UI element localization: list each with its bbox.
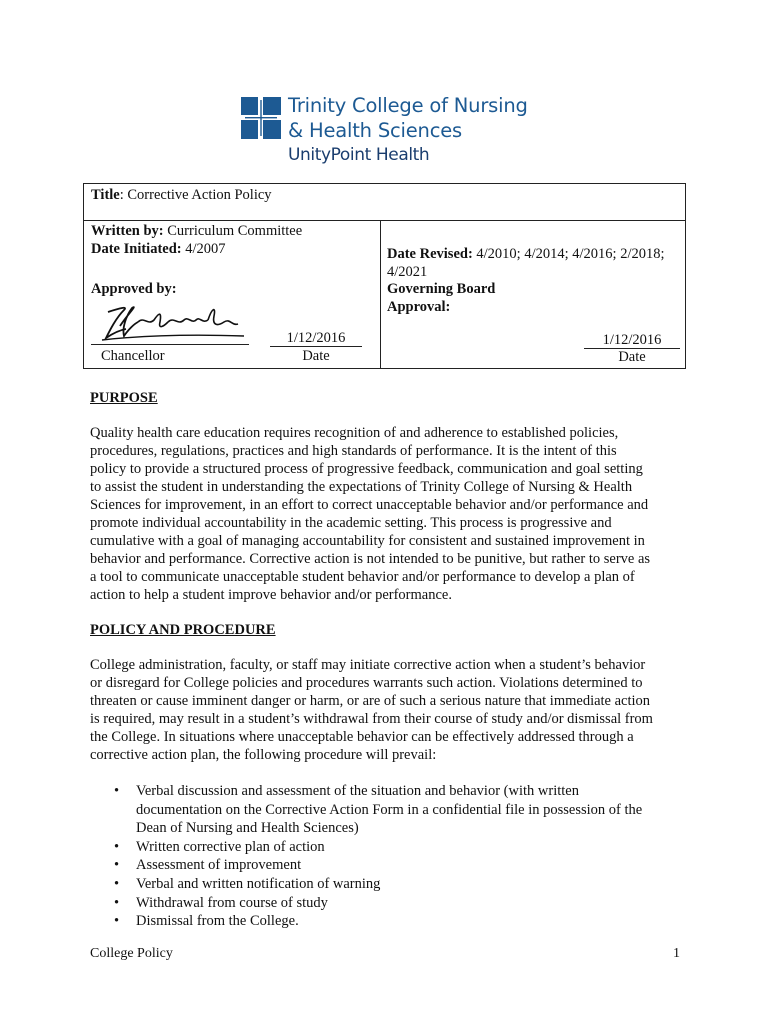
paragraph-line: a tool to communicate unacceptable student behavior and/or performance to develop a plan of <box>90 569 635 585</box>
paragraph-line: corrective action plan, the following procedure will prevail: <box>90 747 437 763</box>
purpose-paragraph <box>90 424 682 604</box>
paragraph-line: the College. In situations where unacceptable behavior can be effectively addressed through a <box>90 729 634 745</box>
bullet-icon: • <box>114 838 120 855</box>
board-approval-date: 1/12/2016 <box>602 332 662 348</box>
paragraph-line: action to help a student improve behavior and/or performance. <box>90 587 452 603</box>
page-number: 1 <box>673 946 680 961</box>
purpose-heading: PURPOSE <box>90 390 158 406</box>
policy-paragraph <box>90 656 682 764</box>
bullet-icon: • <box>114 857 120 874</box>
logo-unitypoint: UnityPoint Health <box>288 145 430 165</box>
paragraph-line: procedures, regulations, practices and high standards of performance. It is the intent of this <box>90 443 617 459</box>
paragraph-line: threaten or cause imminent danger or harm, or are of such a serious nature that immediate action <box>90 693 651 709</box>
date-revised-field: Date Revised: 4/2010; 4/2014; 4/2016; 2/2018; <box>387 246 665 262</box>
list-item: • Dismissal from the College. <box>114 913 299 930</box>
paragraph-line: cumulative with a goal of managing accountability for consistent and sustained improvement in <box>90 533 645 549</box>
paragraph-line: promote individual accountability in the academic setting. This process is progressive and <box>90 515 612 531</box>
chancellor-label: Chancellor <box>101 348 165 364</box>
table-divider-vertical <box>380 220 381 368</box>
paragraph-line: or disregard for College policies and procedures warrants such action. Violations determined to <box>90 675 643 691</box>
bullet-icon: • <box>114 894 120 911</box>
chancellor-sign-date: 1/12/2016 <box>286 330 346 346</box>
procedure-list <box>90 782 690 931</box>
written-by-field: Written by: Curriculum Committee <box>91 223 303 239</box>
date-label-right: Date <box>618 349 646 365</box>
signature-line <box>91 344 249 345</box>
governing-board-approval-label: Approval: <box>387 299 451 315</box>
bullet-icon: • <box>114 913 120 930</box>
paragraph-line: is required, may result in a student’s withdrawal from their course of study and/or dismissal from <box>90 711 653 727</box>
date-initiated-field: Date Initiated: 4/2007 <box>91 241 226 257</box>
list-item: • Written corrective plan of action <box>114 838 325 855</box>
paragraph-line: behavior and performance. Corrective action is not intended to be punitive, but rather to serve as <box>90 551 651 567</box>
cross-logo-icon <box>241 97 281 139</box>
approved-by-label: Approved by: <box>91 281 177 297</box>
list-item: • Verbal and written notification of warning <box>114 875 381 892</box>
logo-college-name-line2: & Health Sciences <box>288 119 462 142</box>
footer-label: College Policy <box>90 946 173 961</box>
policy-heading: POLICY AND PROCEDURE <box>90 622 276 638</box>
title-field: Title: Corrective Action Policy <box>91 187 272 203</box>
list-item: • Verbal discussion and assessment of the situation and behavior (with written documentation on the Corrective Action Form in a confidential file in possession of the Dean of Nursing and Health Sciences) <box>114 783 643 837</box>
paragraph-line: policy to provide a structured process of progressive feedback, communication and goal setting <box>90 461 643 477</box>
bullet-icon: • <box>114 783 120 799</box>
policy-header-table <box>83 183 686 369</box>
college-logo <box>241 95 541 167</box>
governing-board-label: Governing Board <box>387 281 496 297</box>
list-item: • Withdrawal from course of study <box>114 894 328 911</box>
paragraph-line: Quality health care education requires recognition of and adherence to established policies, <box>90 425 619 441</box>
bullet-icon: • <box>114 875 120 892</box>
paragraph-line: Sciences for improvement, in an effort to correct unacceptable behavior and/or performance and <box>90 497 649 513</box>
list-item: • Assessment of improvement <box>114 857 302 874</box>
logo-college-name-line1: Trinity College of Nursing <box>288 94 528 117</box>
date-revised-continued: 4/2021 <box>387 264 428 280</box>
date-label-left: Date <box>302 348 330 364</box>
chancellor-signature <box>98 296 248 346</box>
paragraph-line: College administration, faculty, or staff may initiate corrective action when a student’s behavior <box>90 657 646 673</box>
paragraph-line: to assist the student in understanding the expectations of Trinity College of Nursing & Health <box>90 479 633 495</box>
table-divider-horizontal <box>84 220 685 221</box>
